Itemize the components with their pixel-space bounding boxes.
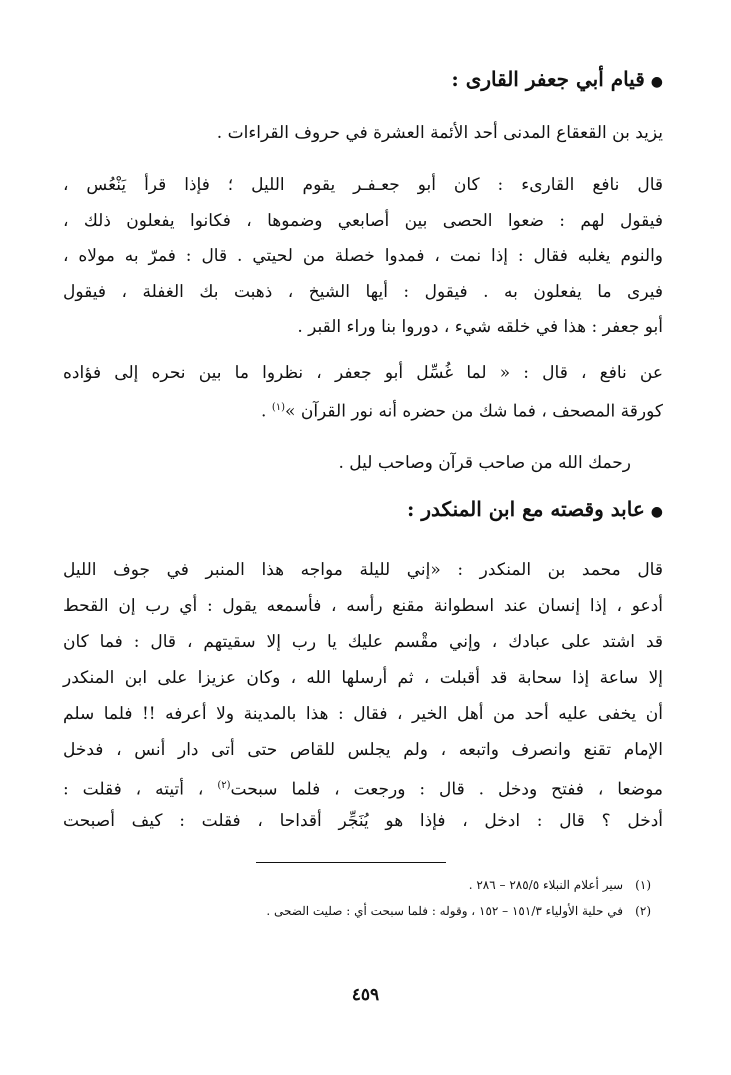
footnote-number: (٢) (635, 904, 651, 918)
text-line: فيرى ما يفعلون به . فيقول : أيها الشيخ ، ذهبت بك الغفلة ، فيقول (63, 282, 663, 302)
footnote-text: في حلية الأولياء ١٥١/٣ – ١٥٢ ، وقوله : فلما سبحت أي : صليت الضحى . (266, 904, 623, 918)
text-line (63, 393, 663, 427)
text-line: أبو جعفر : هذا في خلقه شيء ، دوروا بنا وراء القبر . (297, 317, 663, 337)
bullet-icon: ● (650, 504, 663, 520)
text-line: فيقول لهم : ضعوا الحصى بين أصابعي وضموها ، فكانوا يفعلون ذلك ، (63, 211, 663, 231)
heading-text: قيام أبي جعفر القارى : (451, 67, 645, 91)
heading-text: عابد وقصته مع ابن المنكدر : (407, 497, 645, 521)
footnote (51, 875, 651, 895)
text-span: كورقة المصحف ، فما شك من حضره أنه نور القرآن » (285, 401, 663, 422)
text-line: قال نافع القارىء : كان أبو جعـفـر يقوم الليل ؛ فإذا قرأ يَنْعُس ، (63, 175, 663, 195)
intro-line: يزيد بن القعقاع المدنى أحد الأئمة العشرة في حروف القراءات . (216, 123, 663, 143)
text-line: إلا ساعة إذا سحابة قد أقبلت ، ثم أرسلها الله ، وكان عزيزا على ابن المنكدر (63, 668, 663, 688)
text-line: والنوم يغلبه فقال : إذا نمت ، فمدوا خصلة من لحيتي . قال : فمرّ به مولاه ، (63, 246, 663, 266)
footnote (51, 901, 651, 921)
page-number: ٤٥٩ (351, 985, 380, 1005)
text-line: أن يخفى عليه أحد من أهل الخير ، فقال : هذا بالمدينة ولا أعرفه !! فلما سلم (63, 704, 663, 724)
bullet-icon: ● (650, 74, 663, 90)
footnote-number: (١) (635, 878, 651, 892)
text-line: أدعو ، إذا إنسان عند اسطوانة مقنع رأسه ، فأسمعه يقول : أي رب إن القحط (63, 596, 663, 616)
text-line: قد اشتد على عبادك ، وإني مقْسم عليك يا رب إلا سقيتهم ، قال : فما كان (63, 632, 663, 652)
text-span: موضعا ، ففتح ودخل . قال : ورجعت ، فلما سبحت (230, 779, 664, 800)
footnote-text: سير أعلام النبلاء ٢٨٥/٥ – ٢٨٦ . (468, 878, 623, 892)
text-span: . (261, 401, 272, 422)
section-heading-abid (63, 494, 663, 527)
footnote-marker: (٢) (217, 780, 231, 791)
text-line: قال محمد بن المنكدر : «إني لليلة مواجه هذا المنبر في جوف الليل (63, 560, 663, 580)
text-line: أدخل ؟ قال : ادخل ، فإذا هو يُنَجِّر أقداحا ، فقلت : كيف أصبحت (63, 811, 663, 831)
text-span: ، أتيته ، فقلت : (63, 779, 204, 800)
section-heading-abu-jafar (63, 64, 663, 97)
text-line: عن نافع ، قال : « لما غُسِّل أبو جعفر ، نظروا ما بين نحره إلى فؤاده (63, 363, 663, 383)
footnote-marker: (١) (271, 402, 286, 413)
text-line: الإمام تقنع وانصرف واتبعه ، ولم يجلس للقاص حتى أتى دار أنس ، فدخل (63, 740, 663, 760)
footnote-divider (256, 862, 446, 863)
text-line (63, 771, 663, 805)
dua-line: رحمك الله من صاحب قرآن وصاحب ليل . (338, 453, 631, 473)
